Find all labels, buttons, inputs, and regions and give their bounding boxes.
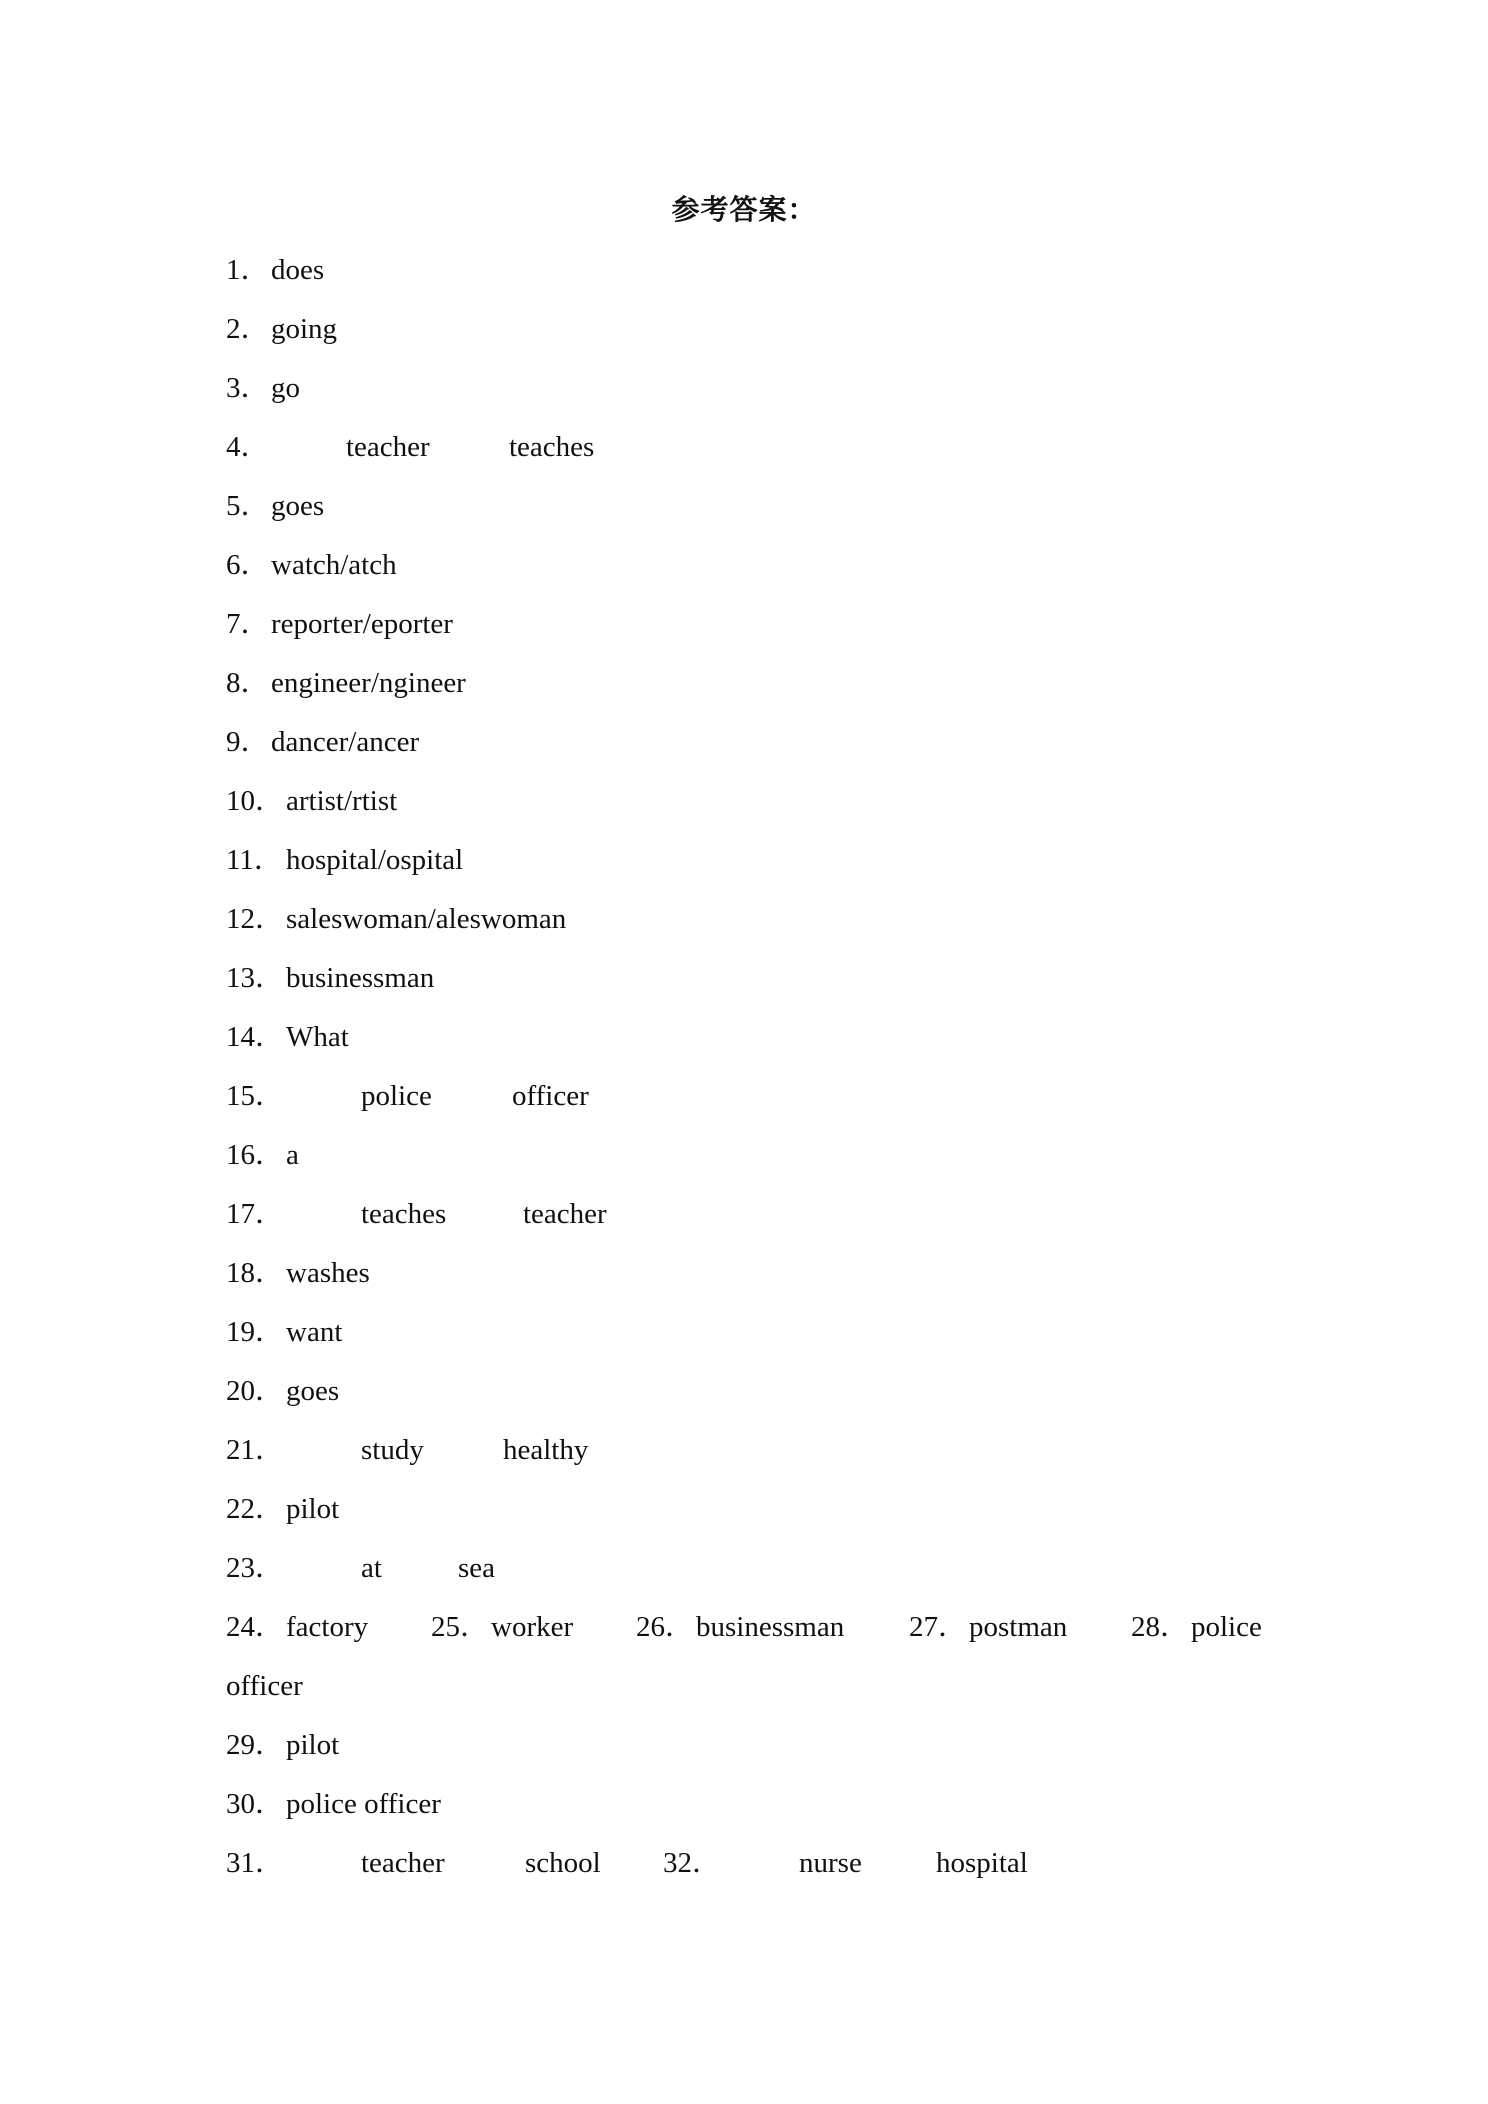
answer-number: 15． — [226, 1080, 285, 1112]
answer-blank-2: teacher — [523, 1198, 607, 1230]
answer-number: 29． — [226, 1729, 285, 1761]
answer-number: 26． — [636, 1611, 695, 1643]
answer-text: go — [271, 372, 300, 404]
answer-text: going — [271, 313, 338, 345]
answer-number: 31． — [226, 1847, 285, 1879]
answer-number: 5． — [226, 490, 270, 522]
answer-number: 4． — [226, 431, 270, 463]
answer-text: watch/atch — [271, 549, 397, 581]
answer-number: 2． — [226, 313, 270, 345]
answer-number: 18． — [226, 1257, 285, 1289]
answer-number: 21． — [226, 1434, 285, 1466]
answer-text: reporter/eporter — [271, 608, 453, 640]
answer-text: hospital/ospital — [286, 844, 464, 876]
answer-text: want — [286, 1316, 343, 1348]
answer-text: goes — [286, 1375, 340, 1407]
answer-text: goes — [271, 490, 325, 522]
answer-number: 6． — [226, 549, 270, 581]
answer-number: 23． — [226, 1552, 285, 1584]
answer-blank-1: study — [361, 1434, 424, 1466]
answer-number: 1． — [226, 254, 270, 286]
answer-blank-2: teaches — [509, 431, 595, 463]
answer-text: pilot — [286, 1493, 340, 1525]
answer-text: businessman — [696, 1611, 845, 1643]
answer-text: businessman — [286, 962, 435, 994]
answer-text: police officer — [286, 1788, 441, 1820]
answer-number: 13． — [226, 962, 285, 994]
answer-number: 19． — [226, 1316, 285, 1348]
answer-number: 10． — [226, 785, 285, 817]
answer-blank-2: officer — [512, 1080, 589, 1112]
answer-blank-2: healthy — [503, 1434, 589, 1466]
answer-number: 27． — [909, 1611, 968, 1643]
answer-text: dancer/ancer — [271, 726, 420, 758]
answer-text: a — [286, 1139, 299, 1171]
answer-blank-1: teacher — [346, 431, 430, 463]
answer-text: What — [286, 1021, 349, 1053]
answer-text: saleswoman/aleswoman — [286, 903, 567, 935]
answer-number: 14． — [226, 1021, 285, 1053]
answer-blank-1: at — [361, 1552, 382, 1584]
answer-number: 32． — [663, 1847, 722, 1879]
answer-number: 20． — [226, 1375, 285, 1407]
answer-blank-2: sea — [458, 1552, 496, 1584]
answer-number: 12． — [226, 903, 285, 935]
answer-blank-1: teaches — [361, 1198, 447, 1230]
answer-text: worker — [491, 1611, 574, 1643]
answer-number: 16． — [226, 1139, 285, 1171]
answer-text: police — [1191, 1611, 1262, 1643]
answer-blank-2: school — [525, 1847, 601, 1879]
answer-number: 7． — [226, 608, 270, 640]
answer-text: postman — [969, 1611, 1068, 1643]
answer-text: pilot — [286, 1729, 340, 1761]
answer-text: officer — [226, 1670, 303, 1702]
answer-number: 22． — [226, 1493, 285, 1525]
answer-blank-1: nurse — [799, 1847, 862, 1879]
answer-blank-2: hospital — [936, 1847, 1028, 1879]
answer-number: 24． — [226, 1611, 285, 1643]
answer-number: 30． — [226, 1788, 285, 1820]
answer-number: 11． — [226, 844, 283, 876]
answer-blank-1: police — [361, 1080, 432, 1112]
answer-text: washes — [286, 1257, 370, 1289]
answer-number: 17． — [226, 1198, 285, 1230]
answer-number: 25． — [431, 1611, 490, 1643]
answer-text: artist/rtist — [286, 785, 398, 817]
answer-blank-1: teacher — [361, 1847, 445, 1879]
answer-number: 28． — [1131, 1611, 1190, 1643]
answer-number: 8． — [226, 667, 270, 699]
answer-text: does — [271, 254, 325, 286]
answer-text: engineer/ngineer — [271, 667, 466, 699]
answer-text: factory — [286, 1611, 369, 1643]
answer-number: 9． — [226, 726, 270, 758]
page-title: 参考答案： — [671, 193, 817, 226]
answer-number: 3． — [226, 372, 270, 404]
